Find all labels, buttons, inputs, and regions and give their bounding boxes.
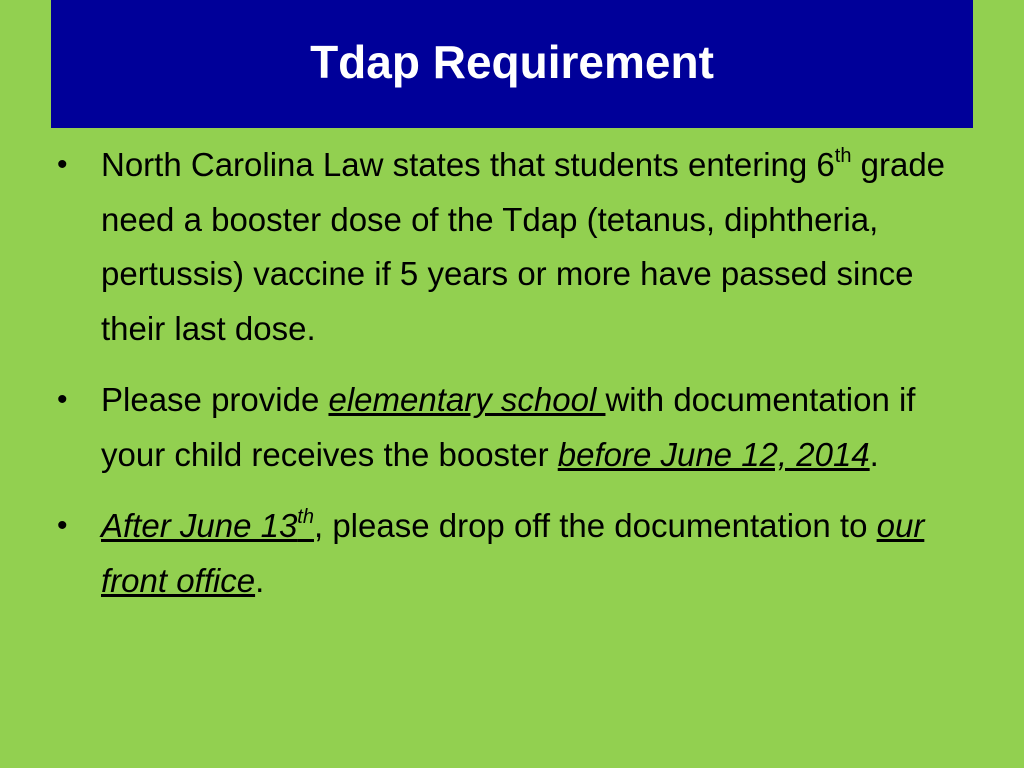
emphasis-deadline: before June 12, 2014 (557, 435, 870, 473)
bullet-nc-law (0, 138, 1024, 356)
ordinal-suffix: th (297, 506, 314, 528)
bullet-text: , please drop off the documentation to (313, 507, 877, 544)
bullet-dot-icon: • (57, 509, 68, 542)
bullet-list (0, 138, 1024, 625)
ordinal-suffix: th (834, 145, 852, 167)
emphasis-elementary-school: elementary school (328, 381, 606, 418)
bullet-text: . (255, 561, 265, 599)
emphasis-front-office: our front office (101, 507, 925, 599)
emphasis-after-date (101, 507, 314, 544)
bullet-dot-icon: • (57, 148, 68, 181)
bullet-text: North Carolina Law states that students entering 6 (101, 146, 835, 183)
bullet-text: Please provide (101, 381, 329, 418)
bullet-documentation (0, 373, 1024, 482)
bullet-front-office (0, 499, 1024, 608)
bullet-dot-icon: • (57, 383, 68, 416)
title-bar (51, 0, 973, 128)
bullet-text: with documentation if your child receives the booster (101, 381, 916, 473)
bullet-text: . (869, 435, 879, 473)
slide-title: Tdap Requirement (310, 36, 714, 88)
bullet-text: grade need a booster dose of the Tdap (tetanus, diphtheria, pertussis) vaccine if 5 years or more have passed since their last dose. (101, 146, 946, 347)
emphasis-after-date-text: After June 13 (101, 507, 298, 544)
